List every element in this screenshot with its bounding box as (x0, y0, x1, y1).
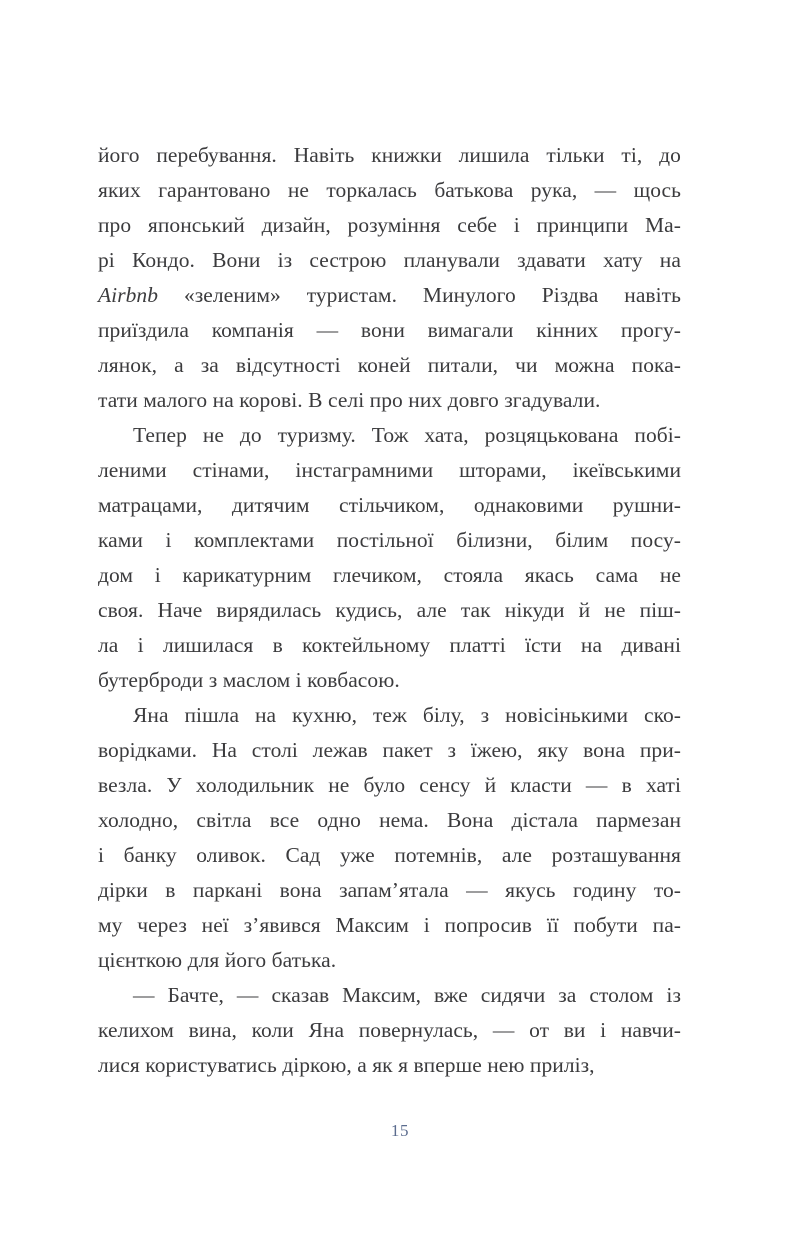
text-line: рі Кондо. Вони із сестрою планували здавати хату на (98, 248, 681, 272)
text-line: своя. Наче вирядилась кудись, але так нікуди й не піш- (98, 598, 681, 622)
text-line: тати малого на корові. В селі про них довго згадували. (98, 388, 601, 412)
text-line: лянок, а за відсутності коней питали, чи можна пока- (98, 353, 682, 377)
text-line: дом і карикатурним глечиком, стояла якась сама не (98, 563, 681, 587)
paragraph (98, 138, 681, 418)
text-line: келихом вина, коли Яна повернулась, — от ви і навчи- (98, 1018, 681, 1042)
text-line: Airbnb «зеленим» туристам. Минулого Різдва навіть (98, 283, 681, 307)
text-line: дірки в паркані вона запамʼятала — якусь годину то- (98, 878, 681, 902)
text-line: холодно, світла все одно нема. Вона дістала пармезан (98, 808, 681, 832)
text-line: приїздила компанія — вони вимагали кінних прогу- (98, 318, 681, 342)
text-line: матрацами, дитячим стільчиком, однаковими рушни- (98, 493, 681, 517)
italic-word: Airbnb (98, 283, 159, 307)
text-line: му через неї зʼявився Максим і попросив її побути па- (98, 913, 681, 937)
text-line: бутерброди з маслом і ковбасою. (98, 668, 400, 692)
paragraph (98, 978, 681, 1083)
text-line: і банку оливок. Сад уже потемнів, але розташування (98, 843, 681, 867)
text-line: ла і лишилася в коктейльному платті їсти на дивані (98, 633, 681, 657)
text-line: ворідками. На столі лежав пакет з їжею, яку вона при- (98, 738, 681, 762)
paragraph (98, 698, 681, 978)
page-text-block (98, 138, 681, 1083)
text-line: — Бачте, — сказав Максим, вже сидячи за столом із (133, 983, 681, 1007)
text-line: цієнткою для його батька. (98, 948, 337, 972)
text-line: Яна пішла на кухню, теж білу, з новісінькими ско- (133, 703, 681, 727)
text-line: леними стінами, інстаграмними шторами, ікеївськими (98, 458, 681, 482)
text-line: ками і комплектами постільної білизни, білим посу- (98, 528, 681, 552)
text-line: лися користуватись діркою, а як я вперше нею приліз, (98, 1053, 595, 1077)
text-line: везла. У холодильник не було сенсу й класти — в хаті (98, 773, 681, 797)
page-number: 15 (390, 1121, 410, 1140)
paragraph (98, 418, 681, 698)
text-line: яких гарантовано не торкалась батькова рука, — щось (98, 178, 681, 202)
text-line: його перебування. Навіть книжки лишила тільки ті, до (98, 143, 681, 167)
text-line: про японський дизайн, розуміння себе і принципи Ма- (98, 213, 681, 237)
text-line: Тепер не до туризму. Тож хата, розцяцькована побі- (133, 423, 681, 447)
